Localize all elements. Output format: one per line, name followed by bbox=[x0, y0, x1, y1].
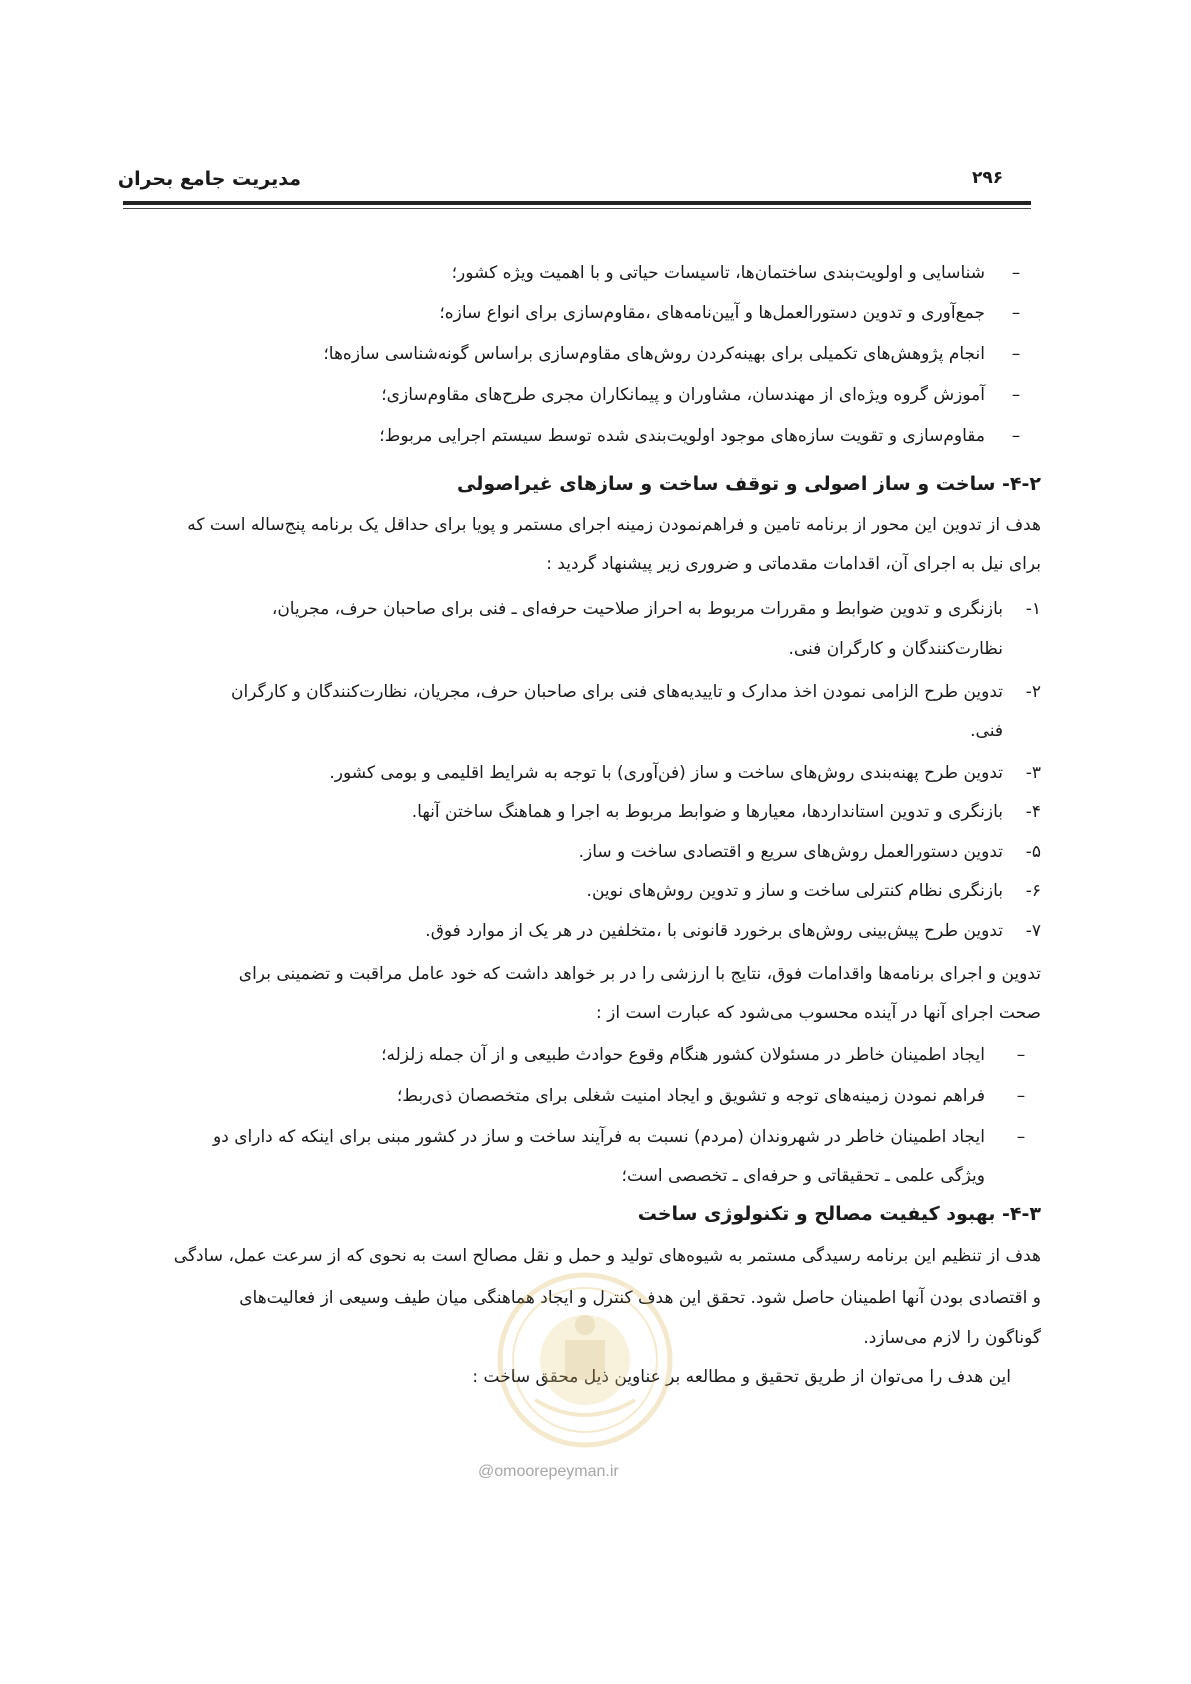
list-item: ایجاد اطمینان خاطر در شهروندان (مردم) نسبت به فرآیند ساخت و ساز در کشور مبنی برای اینکه که دارای دو bbox=[213, 1127, 985, 1147]
paragraph-line: صحت اجرای آنها در آینده محسوب می‌شود که عبارت است از : bbox=[596, 1003, 1041, 1023]
bullet-dash: – bbox=[1011, 344, 1021, 364]
list-item: فراهم نمودن زمینه‌های توجه و تشویق و ایجاد امنیت شغلی برای متخصصان ذی‌ربط؛ bbox=[396, 1086, 985, 1106]
list-item: تدوین طرح پهنه‌بندی روش‌های ساخت و ساز (فن‌آوری) با توجه به شرایط اقلیمی و بومی کشور. bbox=[329, 763, 1003, 783]
item-number: ۷- bbox=[1025, 921, 1041, 941]
bullet-dash: – bbox=[1011, 263, 1021, 283]
list-item: بازنگری و تدوین استانداردها، معیارها و ضوابط مربوط به اجرا و هماهنگ ساختن آنها. bbox=[411, 802, 1003, 822]
bullet-dash: – bbox=[1016, 1086, 1026, 1106]
list-item: انجام پژوهش‌های تکمیلی برای بهینه‌کردن روش‌های مقاوم‌سازی براساس گونه‌شناسی سازه‌ها؛ bbox=[323, 344, 985, 364]
header-rule-thin bbox=[123, 208, 1031, 209]
item-number: ۵- bbox=[1025, 842, 1041, 862]
page-number: ۲۹۶ bbox=[972, 168, 1004, 188]
list-item: ایجاد اطمینان خاطر در مسئولان کشور هنگام وقوع حوادث طبیعی و از آن جمله زلزله؛ bbox=[381, 1045, 985, 1065]
bullet-dash: – bbox=[1016, 1045, 1026, 1065]
watermark-url: @omoorepeyman.ir bbox=[478, 1463, 619, 1480]
bullet-dash: – bbox=[1011, 385, 1021, 405]
header-rule-thick bbox=[123, 201, 1031, 205]
list-item: جمع‌آوری و تدوین دستورالعمل‌ها و آیین‌نامه‌های ،مقاوم‌سازی برای انواع سازه؛ bbox=[439, 303, 985, 323]
bullet-dash: – bbox=[1016, 1127, 1026, 1147]
list-item-continuation: فنی. bbox=[970, 721, 1003, 741]
list-item-continuation: نظارت‌کنندگان و کارگران فنی. bbox=[788, 639, 1003, 659]
item-number: ۲- bbox=[1025, 682, 1041, 702]
list-item: شناسایی و اولویت‌بندی ساختمان‌ها، تاسیسات حیاتی و با اهمیت ویژه کشور؛ bbox=[451, 263, 985, 283]
list-item: تدوین طرح پیش‌بینی روش‌های برخورد قانونی با ،متخلفین در هر یک از موارد فوق. bbox=[425, 921, 1003, 941]
list-item: تدوین دستورالعمل روش‌های سریع و اقتصادی ساخت و ساز. bbox=[578, 842, 1003, 862]
running-header-title: مدیریت جامع بحران bbox=[117, 168, 301, 190]
item-number: ۶- bbox=[1025, 881, 1041, 901]
paragraph-line: گوناگون را لازم می‌سازد. bbox=[863, 1328, 1041, 1348]
list-item: آموزش گروه ویژه‌ای از مهندسان، مشاوران و پیمانکاران مجری طرح‌های مقاوم‌سازی؛ bbox=[381, 385, 985, 405]
section-heading: ۴-۳- بهبود کیفیت مصالح و تکنولوژی ساخت bbox=[637, 1203, 1041, 1225]
paragraph-line: این هدف را می‌توان از طریق تحقیق و مطالعه بر عناوین ذیل محقق ساخت : bbox=[472, 1367, 1011, 1387]
item-number: ۱- bbox=[1025, 599, 1041, 619]
item-number: ۴- bbox=[1025, 802, 1041, 822]
bullet-dash: – bbox=[1011, 303, 1021, 323]
list-item-continuation: ویژگی علمی ـ تحقیقاتی و حرفه‌ای ـ تخصصی است؛ bbox=[621, 1166, 985, 1186]
paragraph-line: برای نیل به اجرای آن، اقدامات مقدماتی و ضروری زیر پیشنهاد گردید : bbox=[546, 554, 1041, 574]
paragraph-line: و اقتصادی بودن آنها اطمینان حاصل شود. تحقق این هدف کنترل و ایجاد هماهنگی میان طیف وسیعی از فعالیت‌های bbox=[239, 1288, 1041, 1308]
paragraph-line: هدف از تنظیم این برنامه رسیدگی مستمر به شیوه‌های تولید و حمل و نقل مصالح است به نحوی که از سرعت عمل، سادگی bbox=[173, 1246, 1041, 1266]
watermark-seal-icon bbox=[495, 1270, 675, 1450]
paragraph-line: تدوین و اجرای برنامه‌ها واقدامات فوق، نتایج با ارزشی را در بر خواهد داشت که خود عامل مراقبت و تضمینی برای bbox=[238, 964, 1041, 984]
list-item: تدوین طرح الزامی نمودن اخذ مدارک و تاییدیه‌های فنی برای صاحبان حرف، مجریان، نظارت‌کنندگان و کارگران bbox=[231, 682, 1003, 702]
list-item: مقاوم‌سازی و تقویت سازه‌های موجود اولویت‌بندی شده توسط سیستم اجرایی مربوط؛ bbox=[379, 426, 985, 446]
list-item: بازنگری و تدوین ضوابط و مقررات مربوط به احراز صلاحیت حرفه‌ای ـ فنی برای صاحبان حرف، مجریان، bbox=[271, 599, 1003, 619]
item-number: ۳- bbox=[1025, 763, 1041, 783]
bullet-dash: – bbox=[1011, 426, 1021, 446]
paragraph-line: هدف از تدوین این محور از برنامه تامین و فراهم‌نمودن زمینه اجرای مستمر و پویا برای حداقل یک برنامه پنج‌ساله است که bbox=[187, 515, 1041, 535]
section-heading: ۴-۲- ساخت و ساز اصولی و توقف ساخت و سازهای غیراصولی bbox=[457, 473, 1041, 495]
list-item: بازنگری نظام کنترلی ساخت و ساز و تدوین روش‌های نوین. bbox=[586, 881, 1003, 901]
